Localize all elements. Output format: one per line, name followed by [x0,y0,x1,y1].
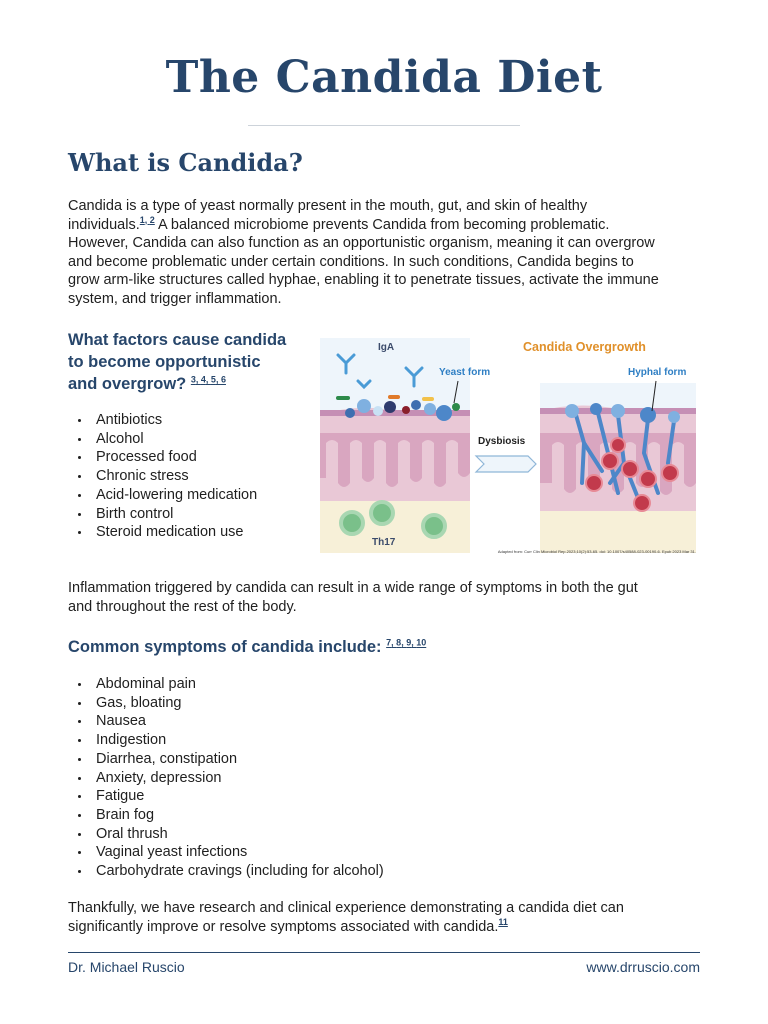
factors-heading-line: What factors cause candida [68,331,287,349]
paragraph-line: Inflammation triggered by candida can result in a wide range of symptoms in both the gut [68,580,638,596]
overgrowth-panel [523,340,696,553]
list-item: Birth control [68,505,257,524]
figure-title: Candida Overgrowth [523,340,646,354]
intro-line: However, Candida can also function as an opportunistic organism, meaning it can overgrow [68,235,655,252]
list-item: Gas, bloating [68,694,384,713]
symptoms-heading-text: Common symptoms of candida include: [68,638,382,656]
list-item: Abdominal pain [68,675,384,694]
candida-illustration [318,333,698,557]
paragraph-line [68,918,708,937]
yeast-form-label: Yeast form [439,367,491,378]
intro-line: grow arm-like structures called hyphae, enabling it to penetrate tissues, activate the immune [68,272,659,289]
reference-link[interactable]: 9 [406,637,412,648]
footer-website-link[interactable]: www.drruscio.com [586,959,700,975]
reference-link[interactable]: 11 [498,916,508,927]
paragraph-line: Thankfully, we have research and clinical experience demonstrating a candida diet can [68,900,624,916]
figure-caption: Adapted from: Curr Clin Microbiol Rep.2023;10(2):53-65. doi: 10.1007/s40588-023-00190-6. Epub 2023 Mar 31. [497,549,696,554]
conclusion-paragraph [68,899,708,936]
list-item: Nausea [68,712,384,731]
footer-author: Dr. Michael Ruscio [68,959,185,975]
hyphal-form-label: Hyphal form [628,367,687,378]
reference-link[interactable]: 2 [149,214,155,225]
factors-heading-line: to become opportunistic [68,353,261,371]
list-item: Processed food [68,448,257,467]
reference-link[interactable]: 6 [220,374,226,385]
list-item: Antibiotics [68,411,257,430]
reference-link[interactable]: 3 [190,374,196,385]
title-divider [248,125,520,126]
list-item: Diarrhea, constipation [68,750,384,769]
intro-line: and become problematic under certain conditions. In such conditions, Candida begins to [68,253,634,270]
list-item: Carbohydrate cravings (including for alcohol) [68,862,384,881]
dysbiosis-label: Dysbiosis [478,436,526,447]
list-item: Steroid medication use [68,523,257,542]
reference-link[interactable]: 8 [396,637,402,648]
th17-label: Th17 [372,537,396,548]
symptoms-list [68,675,384,881]
list-item: Chronic stress [68,467,257,486]
paragraph-line: and throughout the rest of the body. [68,598,297,615]
footer-divider [68,952,700,953]
list-item: Brain fog [68,806,384,825]
factors-heading-line: and overgrow? $^{3,}$ $^{4,}$ $^{5,}$ $^6$ [68,374,226,393]
list-item: Fatigue [68,787,384,806]
reference-link[interactable]: 5 [210,374,216,385]
reference-link[interactable]: 4 [200,374,206,385]
list-item: Indigestion [68,731,384,750]
ref-separator: , [144,214,150,225]
reference-link[interactable]: 10 [416,637,427,648]
intro-line: system, and trigger inflammation. [68,290,282,307]
symptoms-heading: Common symptoms of candida include: $^{7,}$ $^{8,}$ $^{9,}$ $^{10}$ [68,637,427,656]
intro-paragraph [68,197,708,309]
paragraph-text: significantly improve or resolve symptoms associated with candida. [68,918,499,935]
list-item: Anxiety, depression [68,769,384,788]
reference-link[interactable]: 1 [139,214,145,225]
iga-label: IgA [378,342,395,353]
list-item: Acid-lowering medication [68,486,257,505]
factors-list [68,411,257,542]
factors-heading-text: and overgrow? [68,375,187,393]
section-heading: What is Candida? [68,148,303,177]
intro-text: individuals. [68,216,140,233]
intro-line [68,216,708,235]
list-item: Oral thrush [68,825,384,844]
healthy-gut-panel [320,338,490,553]
arrow-icon [476,456,536,472]
list-item: Vaginal yeast infections [68,843,384,862]
intro-line: Candida is a type of yeast normally present in the mouth, gut, and skin of healthy [68,198,588,214]
reference-link[interactable]: 7 [386,637,392,648]
inflammation-paragraph [68,579,708,616]
intro-text: A balanced microbiome prevents Candida from becoming problematic. [154,216,610,233]
page-title: The Candida Diet [165,52,603,103]
list-item: Alcohol [68,430,257,449]
factors-heading [68,329,313,395]
